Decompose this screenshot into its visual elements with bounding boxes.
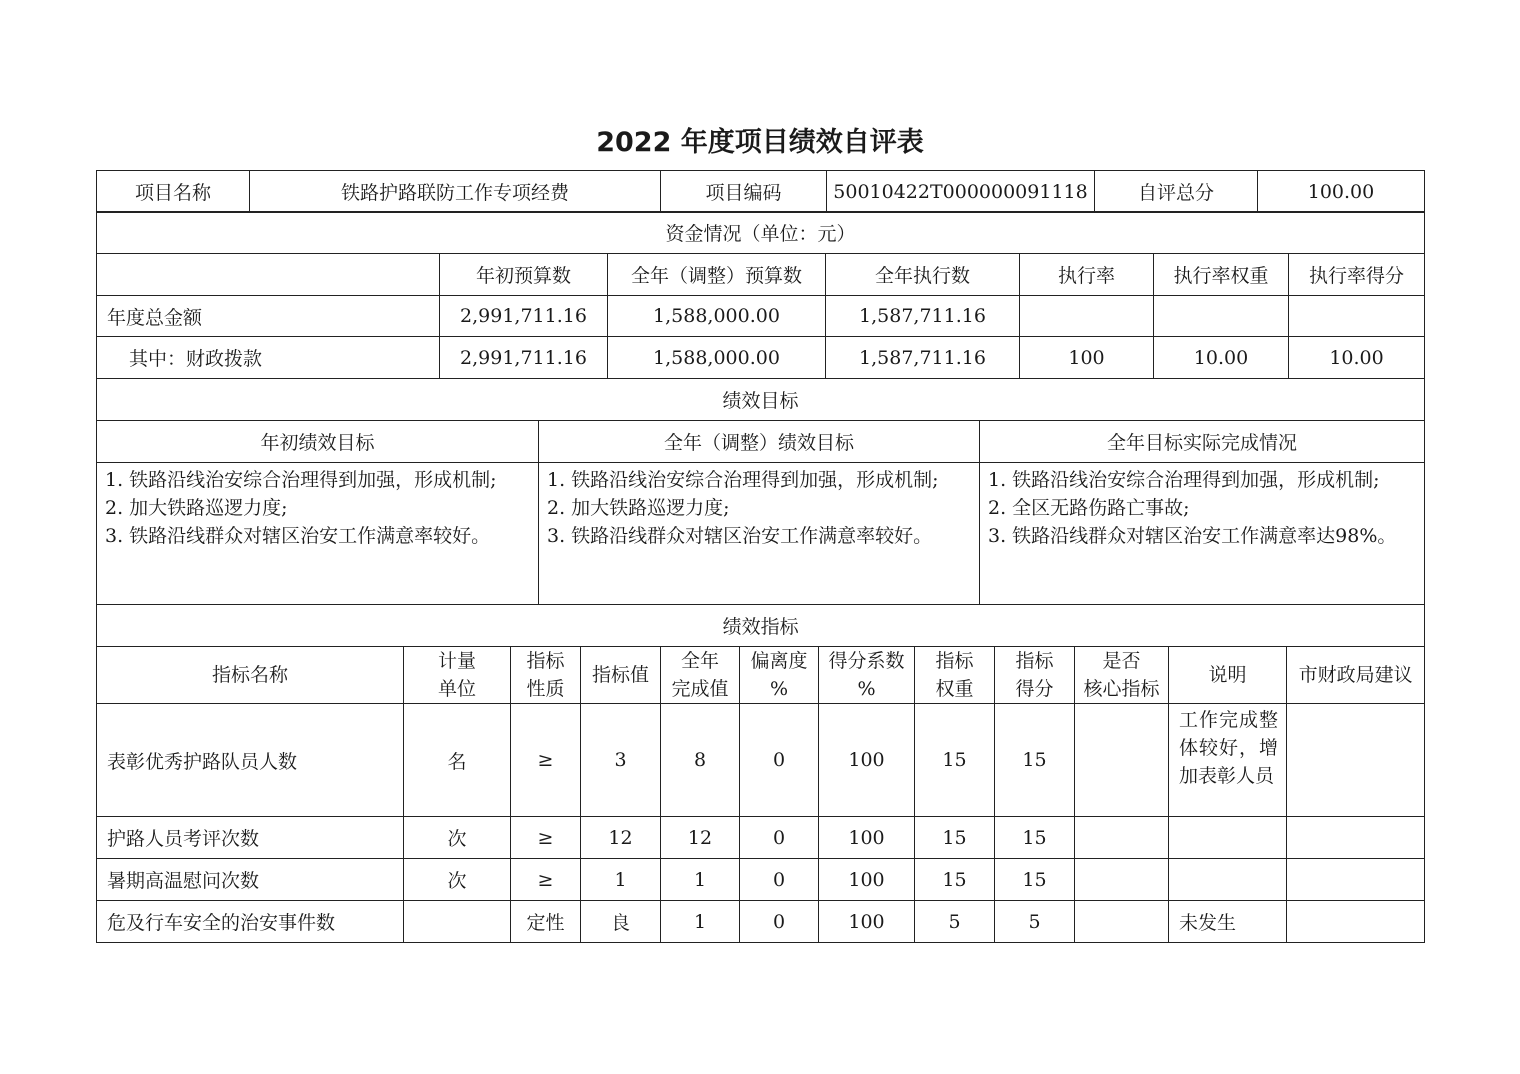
- indicator-advice: [1287, 901, 1425, 943]
- header-nature: 指标 性质: [511, 647, 581, 704]
- indicator-deviation: 0: [740, 859, 819, 901]
- header-initial-goal: 年初绩效目标: [97, 421, 539, 463]
- goal-line: 2. 全区无路伤路亡事故;: [988, 497, 1190, 519]
- indicator-nature: ≥: [511, 859, 581, 901]
- table-row: [97, 817, 1425, 859]
- indicator-coef: 100: [819, 817, 915, 859]
- indicator-deviation: 0: [740, 817, 819, 859]
- funds-cell: [1154, 296, 1289, 337]
- funds-cell: 100: [1020, 337, 1154, 379]
- indicators-table: [96, 604, 1425, 943]
- funds-cell: 1,588,000.00: [608, 337, 826, 379]
- indicator-completed: 12: [661, 817, 740, 859]
- indicator-note: 工作完成整体较好，增加表彰人员: [1169, 704, 1287, 817]
- indicator-score: 15: [995, 859, 1075, 901]
- goal-line: 1. 铁路沿线治安综合治理得到加强，形成机制;: [105, 469, 497, 491]
- header-target-value: 指标值: [581, 647, 661, 704]
- project-code-label: 项目编码: [661, 171, 827, 213]
- indicator-weight: 15: [915, 704, 995, 817]
- funds-cell: 10.00: [1289, 337, 1425, 379]
- funds-cell: [1289, 296, 1425, 337]
- funds-table: [96, 211, 1425, 379]
- funds-cell: 1,587,711.16: [826, 296, 1020, 337]
- header-note: 说明: [1169, 647, 1287, 704]
- header-initial-budget: 年初预算数: [440, 254, 608, 296]
- header-exec-weight: 执行率权重: [1154, 254, 1289, 296]
- goal-line: 3. 铁路沿线群众对辖区治安工作满意率达98%。: [988, 525, 1397, 547]
- actual-completion-text: [980, 463, 1425, 605]
- indicator-coef: 100: [819, 704, 915, 817]
- indicator-target: 3: [581, 704, 661, 817]
- goal-line: 1. 铁路沿线治安综合治理得到加强，形成机制;: [988, 469, 1380, 491]
- score-label: 自评总分: [1095, 171, 1258, 213]
- funds-cell: 2,991,711.16: [440, 296, 608, 337]
- funds-row-total-label: 年度总金额: [97, 296, 440, 337]
- indicator-core: [1075, 817, 1169, 859]
- indicator-target: 1: [581, 859, 661, 901]
- funds-cell: 10.00: [1154, 337, 1289, 379]
- header-score-coef: 得分系数 %: [819, 647, 915, 704]
- indicator-nature: 定性: [511, 901, 581, 943]
- indicator-core: [1075, 704, 1169, 817]
- header-exec-rate: 执行率: [1020, 254, 1154, 296]
- indicator-coef: 100: [819, 859, 915, 901]
- goal-line: 3. 铁路沿线群众对辖区治安工作满意率较好。: [105, 525, 491, 547]
- funds-cell: 1,588,000.00: [608, 296, 826, 337]
- table-row: [97, 901, 1425, 943]
- goal-line: 1. 铁路沿线治安综合治理得到加强，形成机制;: [547, 469, 939, 491]
- indicator-core: [1075, 901, 1169, 943]
- header-deviation: 偏离度 %: [740, 647, 819, 704]
- header-weight: 指标 权重: [915, 647, 995, 704]
- indicator-coef: 100: [819, 901, 915, 943]
- page-title: 2022 年度项目绩效自评表: [596, 127, 924, 158]
- goals-section-title: 绩效目标: [97, 379, 1425, 421]
- funds-row-fiscal-label: 其中：财政拨款: [97, 337, 440, 379]
- indicator-score: 5: [995, 901, 1075, 943]
- project-code: 50010422T000000091118: [827, 171, 1095, 213]
- indicator-name: 暑期高温慰问次数: [97, 859, 404, 901]
- indicator-name: 护路人员考评次数: [97, 817, 404, 859]
- indicator-note: [1169, 817, 1287, 859]
- indicator-name: 危及行车安全的治安事件数: [97, 901, 404, 943]
- indicator-deviation: 0: [740, 704, 819, 817]
- indicator-unit: 名: [404, 704, 511, 817]
- indicator-note: 未发生: [1169, 901, 1287, 943]
- indicator-note: [1169, 859, 1287, 901]
- funds-cell: 2,991,711.16: [440, 337, 608, 379]
- indicator-advice: [1287, 704, 1425, 817]
- indicator-unit: 次: [404, 859, 511, 901]
- indicator-advice: [1287, 817, 1425, 859]
- project-name: 铁路护路联防工作专项经费: [250, 171, 661, 213]
- project-name-label: 项目名称: [97, 171, 250, 213]
- header-core: 是否 核心指标: [1075, 647, 1169, 704]
- indicator-unit: [404, 901, 511, 943]
- initial-goal-text: [97, 463, 539, 605]
- indicators-section-title: 绩效指标: [97, 605, 1425, 647]
- header-score: 指标 得分: [995, 647, 1075, 704]
- indicator-target: 良: [581, 901, 661, 943]
- adjusted-goal-text: [539, 463, 980, 605]
- header-finance-advice: 市财政局建议: [1287, 647, 1425, 704]
- indicator-score: 15: [995, 817, 1075, 859]
- funds-cell: [1020, 296, 1154, 337]
- funds-header-blank: [97, 254, 440, 296]
- indicator-completed: 1: [661, 901, 740, 943]
- indicator-name: 表彰优秀护路队员人数: [97, 704, 404, 817]
- header-executed: 全年执行数: [826, 254, 1020, 296]
- header-indicator-name: 指标名称: [97, 647, 404, 704]
- indicator-weight: 15: [915, 859, 995, 901]
- goals-table: [96, 378, 1425, 605]
- indicator-advice: [1287, 859, 1425, 901]
- total-score: 100.00: [1258, 171, 1425, 213]
- header-actual-completion: 全年目标实际完成情况: [980, 421, 1425, 463]
- header-adjusted-budget: 全年（调整）预算数: [608, 254, 826, 296]
- indicator-completed: 8: [661, 704, 740, 817]
- indicator-score: 15: [995, 704, 1075, 817]
- goal-line: 2. 加大铁路巡逻力度;: [105, 497, 288, 519]
- funds-cell: 1,587,711.16: [826, 337, 1020, 379]
- indicator-weight: 5: [915, 901, 995, 943]
- table-row: [97, 859, 1425, 901]
- funds-section-title: 资金情况（单位：元）: [97, 212, 1425, 254]
- project-info-table: [96, 170, 1425, 213]
- indicator-unit: 次: [404, 817, 511, 859]
- table-row: [97, 704, 1425, 817]
- indicator-nature: ≥: [511, 817, 581, 859]
- header-exec-score: 执行率得分: [1289, 254, 1425, 296]
- indicator-nature: ≥: [511, 704, 581, 817]
- header-unit: 计量 单位: [404, 647, 511, 704]
- indicator-weight: 15: [915, 817, 995, 859]
- header-adjusted-goal: 全年（调整）绩效目标: [539, 421, 980, 463]
- goal-line: 2. 加大铁路巡逻力度;: [547, 497, 730, 519]
- indicator-target: 12: [581, 817, 661, 859]
- indicator-deviation: 0: [740, 901, 819, 943]
- header-completed-value: 全年 完成值: [661, 647, 740, 704]
- indicator-completed: 1: [661, 859, 740, 901]
- indicator-core: [1075, 859, 1169, 901]
- goal-line: 3. 铁路沿线群众对辖区治安工作满意率较好。: [547, 525, 933, 547]
